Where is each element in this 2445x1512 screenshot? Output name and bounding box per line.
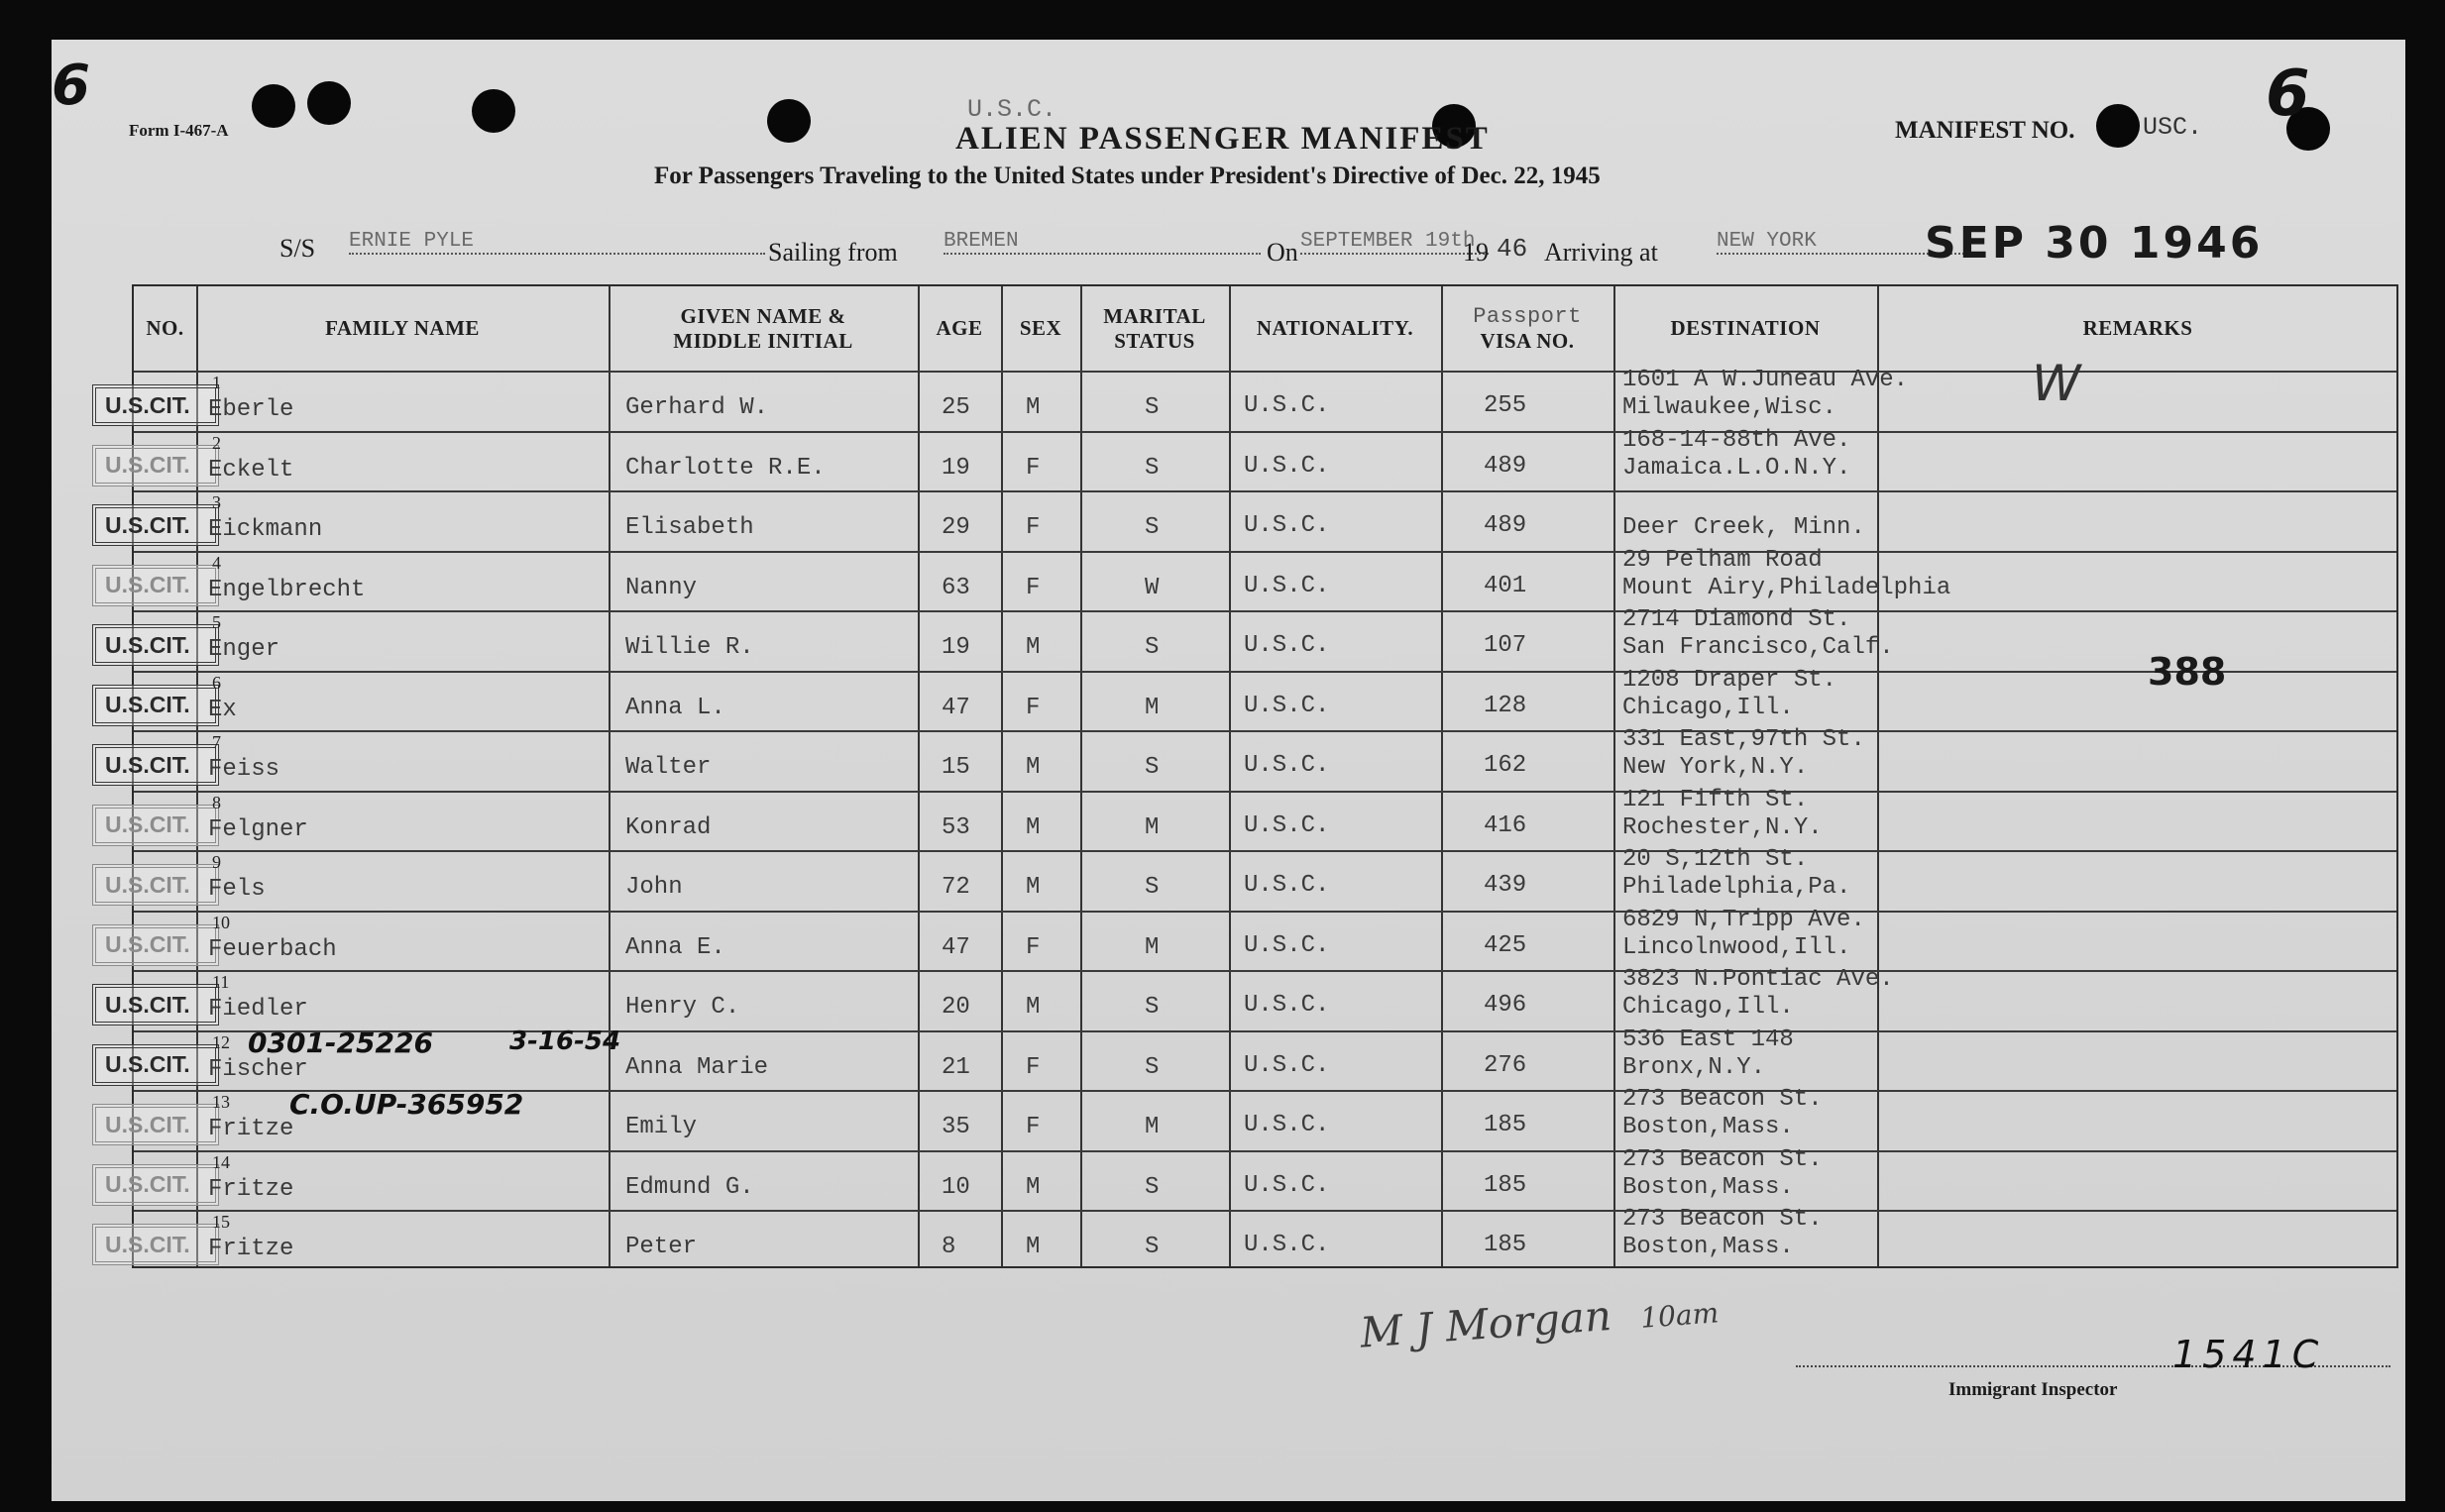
row-number: 13 — [212, 1092, 230, 1112]
given-name-cell: Gerhard W. — [625, 394, 769, 421]
table-row — [105, 1206, 2396, 1270]
family-name-cell: Engelbrecht — [208, 576, 366, 603]
remark-row6-number: 388 — [2148, 650, 2227, 694]
citizen-stamp: U.S.CIT. — [92, 744, 219, 786]
family-name-cell: Ex — [208, 696, 237, 723]
marital-status-cell: S — [1145, 1173, 1160, 1201]
ship-name: ERNIE PYLE — [349, 230, 765, 255]
table-row — [105, 966, 2396, 1030]
table-row — [105, 426, 2396, 491]
visa-no-cell: 489 — [1484, 452, 1527, 480]
row12-note-file-no: 0301-25226 — [248, 1026, 433, 1059]
citizen-stamp: U.S.CIT. — [92, 1044, 219, 1086]
arriving-at: NEW YORK — [1717, 230, 1964, 255]
marital-status-cell: M — [1145, 813, 1160, 841]
row12-note-cert-no: C.O.UP-365952 — [289, 1088, 524, 1121]
destination-line2: Chicago,Ill. — [1622, 694, 1794, 721]
nationality-cell: U.S.C. — [1244, 752, 1330, 779]
table-row — [105, 666, 2396, 731]
destination-line1: 20 S,12th St. — [1622, 846, 1809, 873]
nationality-cell: U.S.C. — [1244, 1232, 1330, 1258]
ship-label: S/S — [279, 234, 316, 263]
destination-line1: 121 Fifth St. — [1622, 786, 1809, 813]
row-number: 11 — [212, 972, 230, 992]
punch-hole — [252, 84, 295, 128]
marital-status-cell: S — [1145, 634, 1160, 661]
sex-cell: F — [1026, 1114, 1041, 1140]
manifest-no-value: USC. — [2143, 113, 2203, 142]
family-name-cell: Eberle — [208, 396, 294, 423]
table-row — [105, 490, 2396, 551]
age-cell: 19 — [942, 454, 970, 482]
sex-cell: F — [1026, 933, 1041, 961]
sex-cell: F — [1026, 574, 1041, 601]
col-header-destination: DESTINATION — [1670, 316, 1821, 340]
manifest-sheet — [52, 40, 2405, 1501]
family-name-cell: Eickmann — [208, 516, 323, 543]
nationality-cell: U.S.C. — [1244, 1051, 1330, 1079]
age-cell: 47 — [942, 933, 970, 961]
table-row — [105, 786, 2396, 851]
destination-line2: Jamaica.L.O.N.Y. — [1622, 454, 1851, 482]
corner-mark-right: 6 — [2266, 57, 2310, 131]
passenger-table — [105, 284, 2398, 1268]
citizen-stamp: U.S.CIT. — [92, 924, 219, 966]
year-suffix: 46 — [1497, 234, 1528, 264]
family-name-cell: Fels — [208, 876, 266, 903]
destination-line1: 1601 A W.Juneau Ave. — [1622, 367, 1909, 393]
visa-no-cell: 107 — [1484, 632, 1527, 659]
marital-status-cell: S — [1145, 514, 1160, 541]
row-number: 2 — [212, 432, 221, 453]
destination-line1: 273 Beacon St. — [1622, 1145, 1823, 1173]
nationality-cell: U.S.C. — [1244, 572, 1330, 599]
citizen-stamp: U.S.CIT. — [92, 1224, 219, 1265]
table-row — [105, 1145, 2396, 1211]
age-cell: 25 — [942, 394, 970, 421]
visa-no-cell: 162 — [1484, 752, 1527, 779]
sex-cell: F — [1026, 1053, 1041, 1081]
destination-line2: Mount Airy,Philadelphia — [1622, 574, 1951, 601]
family-name-cell: Fritze — [208, 1116, 294, 1142]
year-prefix: 19 — [1463, 238, 1489, 267]
citizen-stamp: U.S.CIT. — [92, 685, 219, 726]
given-name-cell: John — [625, 874, 683, 901]
given-name-cell: Anna L. — [625, 694, 725, 721]
age-cell: 21 — [942, 1053, 970, 1081]
destination-line2: Deer Creek, Minn. — [1622, 514, 1865, 541]
table-row — [105, 906, 2396, 971]
on-label: On — [1267, 238, 1298, 267]
col-header-sex: SEX — [1019, 316, 1062, 340]
row-number: 1 — [212, 373, 221, 392]
destination-line2: San Francisco,Calf. — [1622, 634, 1894, 661]
table-row — [105, 1026, 2396, 1091]
destination-line2: Lincolnwood,Ill. — [1622, 933, 1851, 961]
sex-cell: F — [1026, 454, 1041, 482]
age-cell: 35 — [942, 1114, 970, 1140]
inspector-label: Immigrant Inspector — [1948, 1379, 2118, 1400]
family-name-cell: Fischer — [208, 1055, 308, 1083]
table-row — [105, 606, 2396, 671]
destination-line2: Milwaukee,Wisc. — [1622, 394, 1837, 421]
marital-status-cell: S — [1145, 994, 1160, 1021]
form-number: Form I-467-A — [129, 121, 229, 140]
destination-line2: Boston,Mass. — [1622, 1234, 1794, 1260]
age-cell: 20 — [942, 994, 970, 1021]
row-number: 8 — [212, 792, 221, 812]
citizen-stamp: U.S.CIT. — [92, 624, 219, 666]
nationality-cell: U.S.C. — [1244, 992, 1330, 1019]
visa-no-cell: 416 — [1484, 811, 1527, 839]
row-number: 14 — [212, 1151, 230, 1172]
marital-status-cell: S — [1145, 874, 1160, 901]
citizen-stamp: U.S.CIT. — [92, 1164, 219, 1206]
given-name-cell: Willie R. — [625, 634, 754, 661]
marital-status-cell: M — [1145, 694, 1160, 721]
sailing-label: Sailing from — [768, 238, 898, 267]
table-row — [105, 846, 2396, 911]
row-number: 9 — [212, 852, 221, 872]
marital-status-cell: S — [1145, 454, 1160, 482]
destination-line2: Boston,Mass. — [1622, 1114, 1794, 1140]
page-title: ALIEN PASSENGER MANIFEST — [955, 121, 1490, 157]
given-name-cell: Konrad — [625, 813, 712, 841]
given-name-cell: Edmund G. — [625, 1173, 754, 1201]
destination-line1: 331 East,97th St. — [1622, 726, 1865, 753]
sex-cell: F — [1026, 514, 1041, 541]
row-number: 15 — [212, 1212, 230, 1232]
citizen-stamp: U.S.CIT. — [92, 565, 219, 606]
col-header-family-name: FAMILY NAME — [325, 316, 480, 340]
sex-cell: M — [1026, 394, 1041, 421]
nationality-cell: U.S.C. — [1244, 512, 1330, 539]
citizen-stamp: U.S.CIT. — [92, 805, 219, 846]
given-name-cell: Anna Marie — [625, 1053, 769, 1081]
given-name-cell: Anna E. — [625, 933, 725, 961]
citizen-stamp: U.S.CIT. — [92, 984, 219, 1026]
visa-no-cell: 255 — [1484, 392, 1527, 419]
sex-cell: F — [1026, 694, 1041, 721]
family-name-cell: Fiedler — [208, 996, 308, 1023]
row-number: 4 — [212, 552, 221, 573]
row12-note-date: 3-16-54 — [509, 1026, 621, 1056]
destination-line1: 168-14-88th Ave. — [1622, 426, 1851, 454]
destination-line1: 6829 N,Tripp Ave. — [1622, 906, 1865, 933]
marital-status-cell: S — [1145, 1053, 1160, 1081]
inspector-signature: M J Morgan 10am — [1358, 1290, 1721, 1357]
nationality-cell: U.S.C. — [1244, 392, 1330, 419]
table-row — [105, 546, 2396, 611]
given-name-cell: Nanny — [625, 574, 698, 601]
punch-hole — [307, 81, 351, 125]
visa-no-cell: 425 — [1484, 931, 1527, 959]
sex-cell: M — [1026, 874, 1041, 901]
usc-above-title: U.S.C. — [967, 95, 1057, 124]
remark-row1-mark: W — [2032, 355, 2081, 412]
row-number: 5 — [212, 612, 221, 632]
nationality-cell: U.S.C. — [1244, 1171, 1330, 1199]
destination-line1: 1208 Draper St. — [1622, 666, 1837, 694]
sex-cell: M — [1026, 1173, 1041, 1201]
citizen-stamp: U.S.CIT. — [92, 864, 219, 906]
sail-date: SEPTEMBER 19th — [1300, 230, 1489, 255]
col-header-no: NO. — [146, 316, 184, 340]
sex-cell: M — [1026, 1234, 1041, 1260]
visa-no-cell: 185 — [1484, 1112, 1527, 1138]
nationality-cell: U.S.C. — [1244, 931, 1330, 959]
age-cell: 47 — [942, 694, 970, 721]
arriving-label: Arriving at — [1544, 238, 1658, 267]
destination-line2: Chicago,Ill. — [1622, 994, 1794, 1021]
destination-line2: New York,N.Y. — [1622, 754, 1809, 781]
marital-status-cell: S — [1145, 394, 1160, 421]
visa-no-cell: 276 — [1484, 1051, 1527, 1079]
nationality-cell: U.S.C. — [1244, 1112, 1330, 1138]
sex-cell: M — [1026, 994, 1041, 1021]
family-name-cell: Feuerbach — [208, 935, 337, 963]
col-header-marital-status: MARITAL STATUS — [1103, 303, 1206, 353]
col-header-remarks: REMARKS — [2082, 316, 2193, 340]
destination-line2: Philadelphia,Pa. — [1622, 874, 1851, 901]
arrival-date-stamp: SEP 30 1946 — [1925, 218, 2264, 269]
family-name-cell: Fritze — [208, 1236, 294, 1262]
row-number: 3 — [212, 492, 221, 512]
citizen-stamp: U.S.CIT. — [92, 384, 219, 426]
destination-line1: 3823 N.Pontiac Ave. — [1622, 966, 1894, 993]
row-number: 10 — [212, 912, 230, 932]
age-cell: 15 — [942, 754, 970, 781]
nationality-cell: U.S.C. — [1244, 872, 1330, 899]
age-cell: 72 — [942, 874, 970, 901]
citizen-stamp: U.S.CIT. — [92, 445, 219, 486]
visa-no-cell: 489 — [1484, 512, 1527, 539]
marital-status-cell: M — [1145, 933, 1160, 961]
nationality-cell: U.S.C. — [1244, 811, 1330, 839]
marital-status-cell: S — [1145, 754, 1160, 781]
family-name-cell: Eckelt — [208, 456, 294, 484]
destination-line1: 273 Beacon St. — [1622, 1086, 1823, 1113]
destination-line1: 29 Pelham Road — [1622, 546, 1823, 574]
destination-line2: Rochester,N.Y. — [1622, 813, 1823, 841]
family-name-cell: Enger — [208, 636, 280, 663]
destination-line2: Bronx,N.Y. — [1622, 1053, 1766, 1081]
age-cell: 8 — [942, 1234, 956, 1260]
sex-cell: M — [1026, 813, 1041, 841]
sex-cell: M — [1026, 634, 1041, 661]
nationality-cell: U.S.C. — [1244, 632, 1330, 659]
visa-no-cell: 185 — [1484, 1232, 1527, 1258]
col-header-given-name: GIVEN NAME & MIDDLE INITIAL — [673, 303, 853, 353]
visa-no-cell: 439 — [1484, 872, 1527, 899]
page-subtitle: For Passengers Traveling to the United States under President's Directive of Dec. 22, 1945 — [654, 162, 1601, 189]
destination-line2: Boston,Mass. — [1622, 1173, 1794, 1201]
nationality-cell: U.S.C. — [1244, 692, 1330, 719]
age-cell: 53 — [942, 813, 970, 841]
marital-status-cell: M — [1145, 1114, 1160, 1140]
manifest-no-label: MANIFEST NO. — [1895, 117, 2075, 144]
table-row — [105, 726, 2396, 791]
corner-mark-left: 6 — [52, 54, 90, 118]
visa-no-cell: 401 — [1484, 572, 1527, 599]
destination-line1: 536 East 148 — [1622, 1026, 1794, 1053]
citizen-stamp: U.S.CIT. — [92, 1104, 219, 1145]
col-header-visa-no: Passport VISA NO. — [1473, 303, 1582, 353]
family-name-cell: Fritze — [208, 1175, 294, 1203]
marital-status-cell: S — [1145, 1234, 1160, 1260]
punch-hole — [472, 89, 515, 133]
visa-no-cell: 496 — [1484, 992, 1527, 1019]
given-name-cell: Henry C. — [625, 994, 740, 1021]
age-cell: 63 — [942, 574, 970, 601]
citizen-stamp: U.S.CIT. — [92, 504, 219, 546]
punch-hole — [2096, 104, 2140, 148]
punch-hole — [767, 99, 811, 143]
age-cell: 10 — [942, 1173, 970, 1201]
col-header-age: AGE — [936, 316, 983, 340]
given-name-cell: Charlotte R.E. — [625, 454, 826, 482]
family-name-cell: Feiss — [208, 756, 280, 783]
destination-line1: 2714 Diamond St. — [1622, 606, 1851, 633]
given-name-cell: Emily — [625, 1114, 698, 1140]
given-name-cell: Peter — [625, 1234, 698, 1260]
col-header-nationality: NATIONALITY. — [1256, 316, 1414, 340]
sex-cell: M — [1026, 754, 1041, 781]
age-cell: 29 — [942, 514, 970, 541]
given-name-cell: Walter — [625, 754, 712, 781]
visa-no-cell: 185 — [1484, 1171, 1527, 1199]
row-number: 6 — [212, 672, 221, 693]
row-number: 12 — [212, 1031, 230, 1052]
marital-status-cell: W — [1145, 574, 1160, 601]
age-cell: 19 — [942, 634, 970, 661]
page-note: 1541C — [2172, 1333, 2325, 1376]
family-name-cell: Felgner — [208, 815, 308, 843]
row-number: 7 — [212, 732, 221, 752]
given-name-cell: Elisabeth — [625, 514, 754, 541]
visa-no-cell: 128 — [1484, 692, 1527, 719]
nationality-cell: U.S.C. — [1244, 452, 1330, 480]
destination-line1: 273 Beacon St. — [1622, 1206, 1823, 1233]
sailing-from: BREMEN — [944, 230, 1261, 255]
